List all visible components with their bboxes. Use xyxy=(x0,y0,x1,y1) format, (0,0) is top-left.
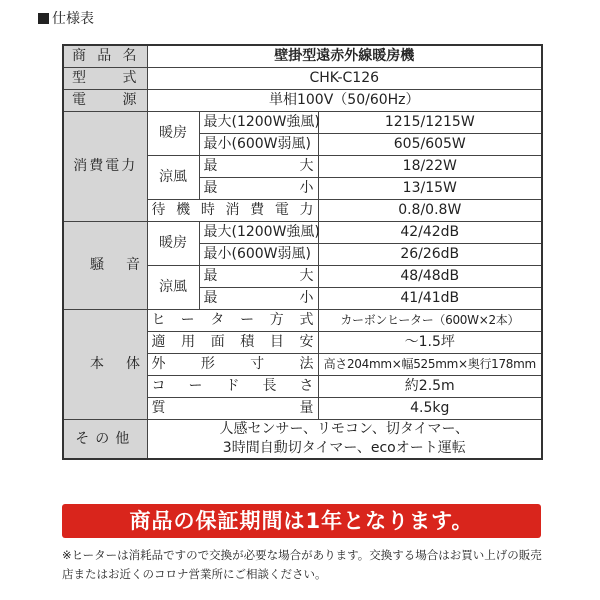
item-consumption-heating-max: 最大(1200W強風) xyxy=(199,112,318,134)
value-body-area: ～1.5坪 xyxy=(318,332,542,354)
item-body-area: 適用面積目安 xyxy=(147,332,318,354)
value-noise-heating-max: 42/42dB xyxy=(318,222,542,244)
value-consumption-cooling-min: 13/15W xyxy=(318,178,542,200)
item-consumption-cooling-min: 最小 xyxy=(199,178,318,200)
item-noise-heating-max: 最大(1200W強風) xyxy=(199,222,318,244)
table-row-other xyxy=(63,420,542,460)
item-noise-cooling-max: 最大 xyxy=(199,266,318,288)
table-row-model xyxy=(63,68,542,90)
item-body-cord: コード長さ xyxy=(147,376,318,398)
square-bullet-icon xyxy=(38,13,49,24)
spec-heading xyxy=(38,10,94,28)
value-model: CHK-C126 xyxy=(147,68,542,90)
value-other-line2: 3時間自動切タイマー、ecoオート運転 xyxy=(222,440,466,456)
label-product-name: 商品名 xyxy=(63,45,147,68)
table-row-power xyxy=(63,90,542,112)
label-model: 型式 xyxy=(63,68,147,90)
table-row-body-heater xyxy=(63,310,542,332)
value-noise-cooling-max: 48/48dB xyxy=(318,266,542,288)
value-other xyxy=(147,420,542,460)
label-consumption-heating: 暖房 xyxy=(147,112,199,156)
value-noise-heating-min: 26/26dB xyxy=(318,244,542,266)
item-consumption-heating-min: 最小(600W弱風) xyxy=(199,134,318,156)
value-power: 単相100V（50/60Hz） xyxy=(147,90,542,112)
value-body-dims: 高さ204mm×幅525mm×奥行178mm xyxy=(318,354,542,376)
consumable-note: ※ヒーターは消耗品ですので交換が必要な場合があります。交換する場合はお買い上げの販売店またはお近くのコロナ営業所にご相談ください。 xyxy=(62,548,542,581)
item-body-dims: 外形寸法 xyxy=(147,354,318,376)
spec-heading-text: 仕様表 xyxy=(52,11,94,27)
label-consumption: 消費電力 xyxy=(63,112,147,222)
label-power: 電源 xyxy=(63,90,147,112)
item-consumption-standby: 待機時消費電力 xyxy=(147,200,318,222)
value-consumption-standby: 0.8/0.8W xyxy=(318,200,542,222)
value-body-weight: 4.5kg xyxy=(318,398,542,420)
item-noise-heating-min: 最小(600W弱風) xyxy=(199,244,318,266)
table-row-noise-heat-max xyxy=(63,222,542,244)
label-consumption-cooling: 涼風 xyxy=(147,156,199,200)
item-body-weight: 質量 xyxy=(147,398,318,420)
warranty-banner: 商品の保証期間は1年となります。 xyxy=(62,504,541,538)
table-row-product-name xyxy=(63,45,542,68)
label-body: 本体 xyxy=(63,310,147,420)
table-row-consumption-heat-max xyxy=(63,112,542,134)
value-body-heater: カーボンヒーター（600W×2本） xyxy=(318,310,542,332)
value-noise-cooling-min: 41/41dB xyxy=(318,288,542,310)
value-other-line1: 人感センサー、リモコン、切タイマー、 xyxy=(219,421,469,437)
item-noise-cooling-min: 最小 xyxy=(199,288,318,310)
label-other: その他 xyxy=(63,420,147,460)
value-body-cord: 約2.5m xyxy=(318,376,542,398)
item-consumption-cooling-max: 最大 xyxy=(199,156,318,178)
spec-table xyxy=(62,44,543,460)
label-noise-heating: 暖房 xyxy=(147,222,199,266)
value-consumption-heating-max: 1215/1215W xyxy=(318,112,542,134)
value-consumption-cooling-max: 18/22W xyxy=(318,156,542,178)
label-noise: 騒音 xyxy=(63,222,147,310)
value-consumption-heating-min: 605/605W xyxy=(318,134,542,156)
value-product-name: 壁掛型遠赤外線暖房機 xyxy=(147,45,542,68)
item-body-heater: ヒーター方式 xyxy=(147,310,318,332)
label-noise-cooling: 涼風 xyxy=(147,266,199,310)
